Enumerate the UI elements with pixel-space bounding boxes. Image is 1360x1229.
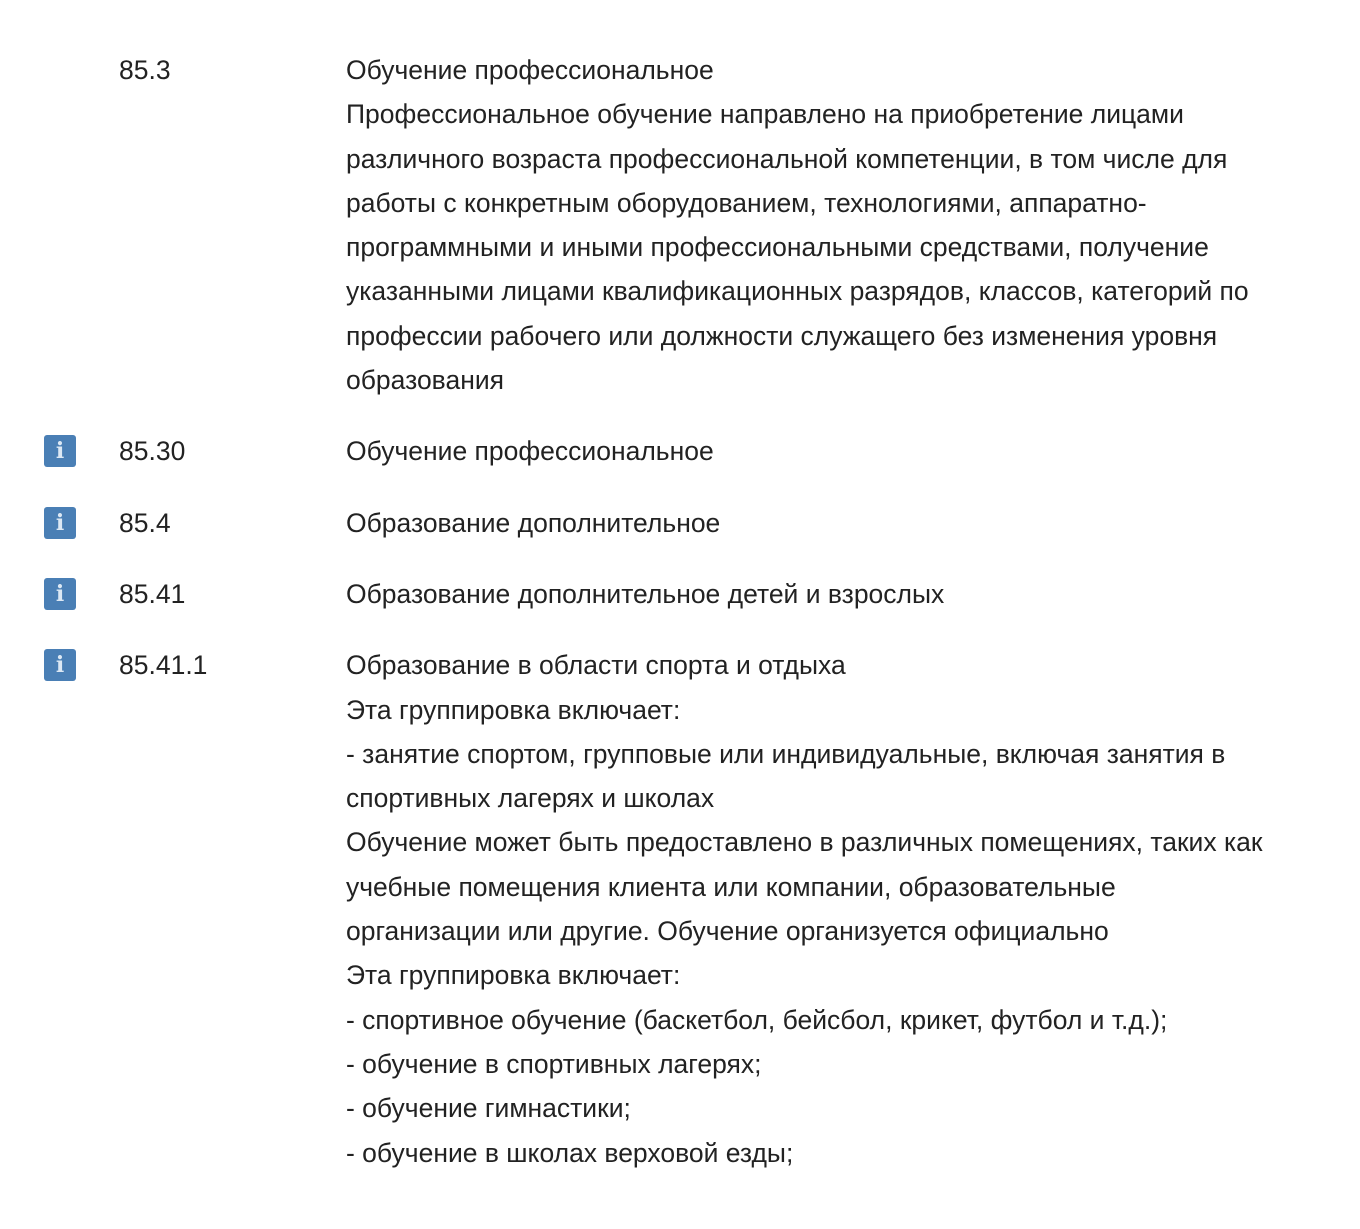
info-icon[interactable]: i: [44, 507, 76, 539]
description-line: - спортивное обучение (баскетбол, бейсбол, крикет, футбол и т.д.);: [346, 1004, 1168, 1035]
description-line: - обучение гимнастики;: [346, 1093, 631, 1124]
code-number: 85.30: [119, 436, 186, 467]
description-line: профессии рабочего или должности служащего без изменения уровня: [346, 320, 1218, 351]
code-row: [0, 643, 1360, 1175]
code-row: [0, 48, 1360, 402]
description-line: различного возраста профессиональной компетенции, в том числе для: [346, 143, 1228, 174]
code-number: 85.4: [119, 507, 171, 538]
code-title: Образование дополнительное детей и взрослых: [346, 578, 945, 609]
description-line: Эта группировка включает:: [346, 960, 681, 991]
info-icon[interactable]: i: [44, 435, 76, 467]
description-line: программными и иными профессиональными средствами, получение: [346, 232, 1209, 263]
okved-code-list: [0, 48, 1360, 1202]
description-line: организации или другие. Обучение организуется официально: [346, 916, 1109, 947]
description-line: учебные помещения клиента или компании, образовательные: [346, 871, 1116, 902]
code-description: [346, 501, 1360, 545]
description-line: Обучение может быть предоставлено в различных помещениях, таких как: [346, 827, 1263, 858]
code-row: [0, 572, 1360, 616]
code-row: [0, 501, 1360, 545]
description-line: указанными лицами квалификационных разрядов, классов, категорий по: [346, 276, 1249, 307]
code-title: Обучение профессиональное: [346, 55, 714, 85]
code-description: [346, 572, 1360, 616]
code-description: [346, 429, 1360, 473]
description-line: - занятие спортом, групповые или индивидуальные, включая занятия в: [346, 738, 1226, 769]
description-line: образования: [346, 365, 504, 396]
description-line: Эта группировка включает:: [346, 694, 681, 725]
code-title: Образование дополнительное: [346, 507, 721, 538]
code-title: Обучение профессиональное: [346, 436, 714, 467]
description-line: - обучение в школах верховой езды;: [346, 1137, 794, 1168]
code-description: [346, 643, 1360, 1175]
description-line: спортивных лагерях и школах: [346, 783, 715, 814]
description-line: - обучение в спортивных лагерях;: [346, 1048, 762, 1079]
code-row: [0, 429, 1360, 473]
code-title: Образование в области спорта и отдыха: [346, 650, 846, 681]
code-description: [346, 48, 1360, 402]
code-number: 85.41.1: [119, 650, 208, 681]
description-line: Профессиональное обучение направлено на приобретение лицами: [346, 99, 1184, 130]
code-number: 85.41: [119, 578, 186, 609]
description-line: работы с конкретным оборудованием, технологиями, аппаратно-: [346, 187, 1147, 218]
code-number: 85.3: [119, 55, 171, 85]
info-icon[interactable]: i: [44, 649, 76, 681]
info-icon[interactable]: i: [44, 578, 76, 610]
